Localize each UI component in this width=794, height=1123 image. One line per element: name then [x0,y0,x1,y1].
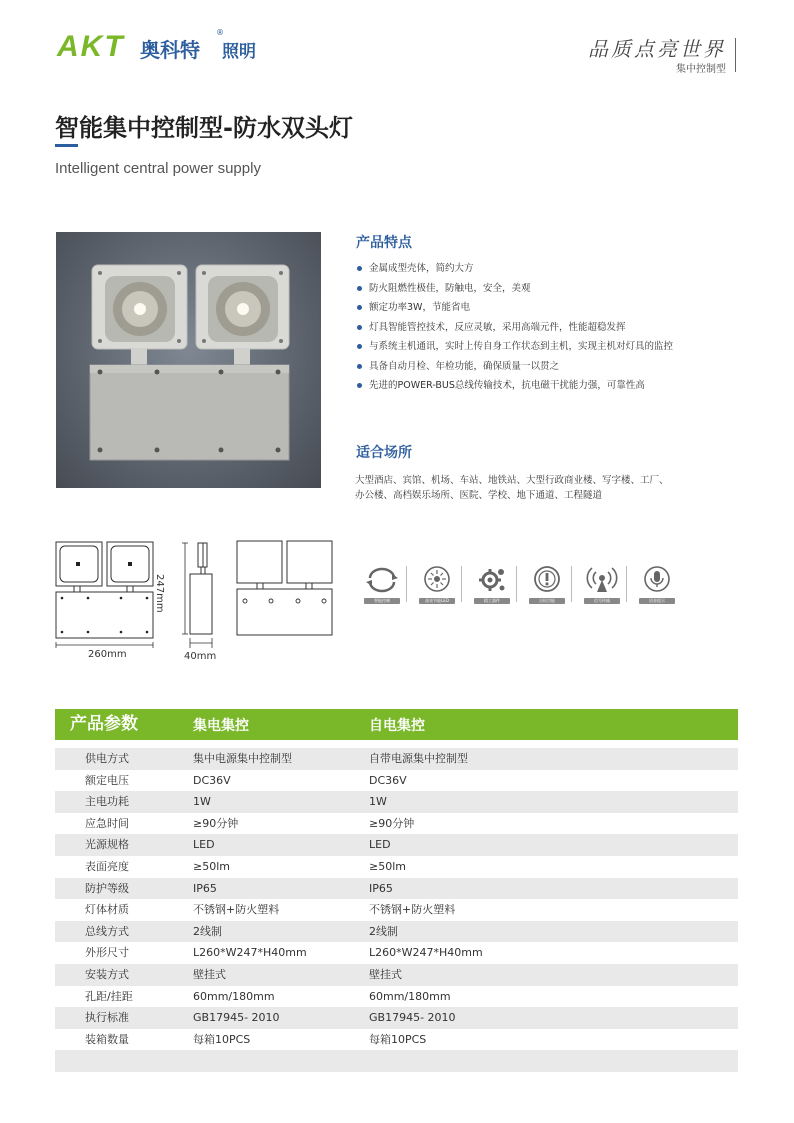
table-cell-label: 光源规格 [85,838,129,852]
table-cell-label: 防护等级 [85,881,129,895]
table-cell-label: 执行标准 [85,1011,129,1025]
table-row [55,813,738,835]
list-item: 具备自动月检、年检功能，确保质量一以贯之 [355,357,673,377]
list-item: 防火阻燃性极佳，防触电，安全，美观 [355,279,673,299]
icon-divider [571,566,572,602]
brand-logo: AKT [57,30,125,63]
registered-mark: ® [216,28,224,37]
icon-caption: 高亮节能LED [419,598,455,604]
icon-caption: 智能控制 [364,598,400,604]
table-cell-self: 60mm/180mm [369,989,451,1003]
table-row [55,964,738,986]
icon-divider [516,566,517,602]
table-cell-central: DC36V [193,773,231,787]
table-cell-label: 灯体材质 [85,903,129,917]
spec-table-header [55,709,738,740]
table-cell-central: ≥50lm [193,859,230,873]
features-list [355,259,673,396]
table-cell-central: IP65 [193,881,217,895]
brand-name-suffix: 照明 [222,42,256,62]
table-cell-central: LED [193,838,215,852]
icon-caption: 精工器件 [474,598,510,604]
brand-name: 奥科特 [140,38,200,62]
table-row [55,942,738,964]
table-cell-label: 表面亮度 [85,859,129,873]
table-row [55,921,738,943]
table-cell-self: DC36V [369,773,407,787]
slogan: 品质点亮世界 [588,37,726,61]
table-cell-central: 集中电源集中控制型 [193,752,292,765]
twin-head-lamp-illustration [56,232,321,488]
list-item: 灯具智能管控技术，反应灵敏，采用高端元件，性能超稳发挥 [355,318,673,338]
table-cell-label: 额定电压 [85,773,129,787]
list-item: 金属成型壳体，简约大方 [355,259,673,279]
table-header-self: 自电集控 [369,718,425,734]
feature-icons [362,564,682,606]
icon-caption: 自检功能 [529,598,565,604]
places-line-2: 办公楼、高档娱乐场所、医院、学校、地下通道、工程隧道 [355,490,603,501]
table-cell-central: 每箱10PCS [193,1032,251,1046]
table-cell-self: 2线制 [369,924,398,938]
table-cell-central: L260*W247*H40mm [193,946,307,960]
table-cell-central: 壁挂式 [193,967,226,981]
table-row [55,1050,738,1072]
page-subtitle: Intelligent central power supply [55,160,261,177]
table-row [55,834,738,856]
table-cell-self: 1W [369,795,387,809]
table-cell-self: 自带电源集中控制型 [369,752,468,765]
table-row [55,1007,738,1029]
icon-caption: 语音提示 [639,598,675,604]
table-cell-self: LED [369,838,391,852]
spec-table-body [55,748,738,1072]
voice-icon [637,564,677,606]
table-cell-self: 不锈钢+防火塑料 [369,903,456,917]
list-item: 额定功率3W，节能省电 [355,298,673,318]
places-line-1: 大型酒店、宾馆、机场、车站、地铁站、大型行政商业楼、写字楼、工厂、 [355,475,669,486]
table-cell-label: 总线方式 [85,924,129,938]
slogan-divider [735,38,736,72]
list-item: 先进的POWER-BUS总线传输技术，抗电磁干扰能力强，可靠性高 [355,376,673,396]
table-cell-self: ≥50lm [369,859,406,873]
table-cell-central: 不锈钢+防火塑料 [193,903,280,917]
table-row [55,1029,738,1051]
places-heading: 适合场所 [356,445,412,461]
table-cell-self: GB17945- 2010 [369,1011,456,1025]
icon-divider [461,566,462,602]
table-cell-label: 装箱数量 [85,1032,129,1046]
dimension-depth: 40mm [184,651,217,662]
title-underline [55,144,78,147]
table-header-central: 集电集控 [193,718,249,734]
signal-icon [582,564,622,606]
table-cell-label: 孔距/挂距 [85,989,133,1003]
table-row [55,878,738,900]
table-row [55,791,738,813]
icon-divider [626,566,627,602]
light-source-icon [417,564,457,606]
table-cell-central: GB17945- 2010 [193,1011,280,1025]
icon-divider [406,566,407,602]
dimension-width: 260mm [88,649,127,660]
table-cell-central: 1W [193,795,211,809]
table-cell-central: 2线制 [193,924,222,938]
smart-control-icon [362,564,402,606]
page-title: 智能集中控制型-防水双头灯 [55,114,353,142]
table-cell-label: 安装方式 [85,967,129,981]
icon-caption: 信号传输 [584,598,620,604]
table-cell-label: 主电功耗 [85,795,129,809]
table-cell-self: IP65 [369,881,393,895]
table-cell-label: 供电方式 [85,752,129,765]
table-cell-self: L260*W247*H40mm [369,946,483,960]
table-cell-central: ≥90分钟 [193,816,239,830]
table-row [55,748,738,770]
table-cell-label: 外形尺寸 [85,946,129,960]
table-cell-self: 壁挂式 [369,967,402,981]
table-row [55,986,738,1008]
slogan-subtitle: 集中控制型 [676,64,726,75]
features-heading: 产品特点 [356,235,412,251]
list-item: 与系统主机通讯，实时上传自身工作状态到主机，实现主机对灯具的监控 [355,337,673,357]
table-row [55,770,738,792]
table-row [55,899,738,921]
table-cell-self: ≥90分钟 [369,816,415,830]
places-text [355,473,695,503]
component-icon [472,564,512,606]
table-cell-central: 60mm/180mm [193,989,275,1003]
table-row [55,856,738,878]
table-cell-label: 应急时间 [85,816,129,830]
table-header-params: 产品参数 [70,714,138,734]
warning-icon [527,564,567,606]
product-photo [56,232,321,488]
table-cell-self: 每箱10PCS [369,1032,427,1046]
dimension-height: 247mm [154,574,165,613]
